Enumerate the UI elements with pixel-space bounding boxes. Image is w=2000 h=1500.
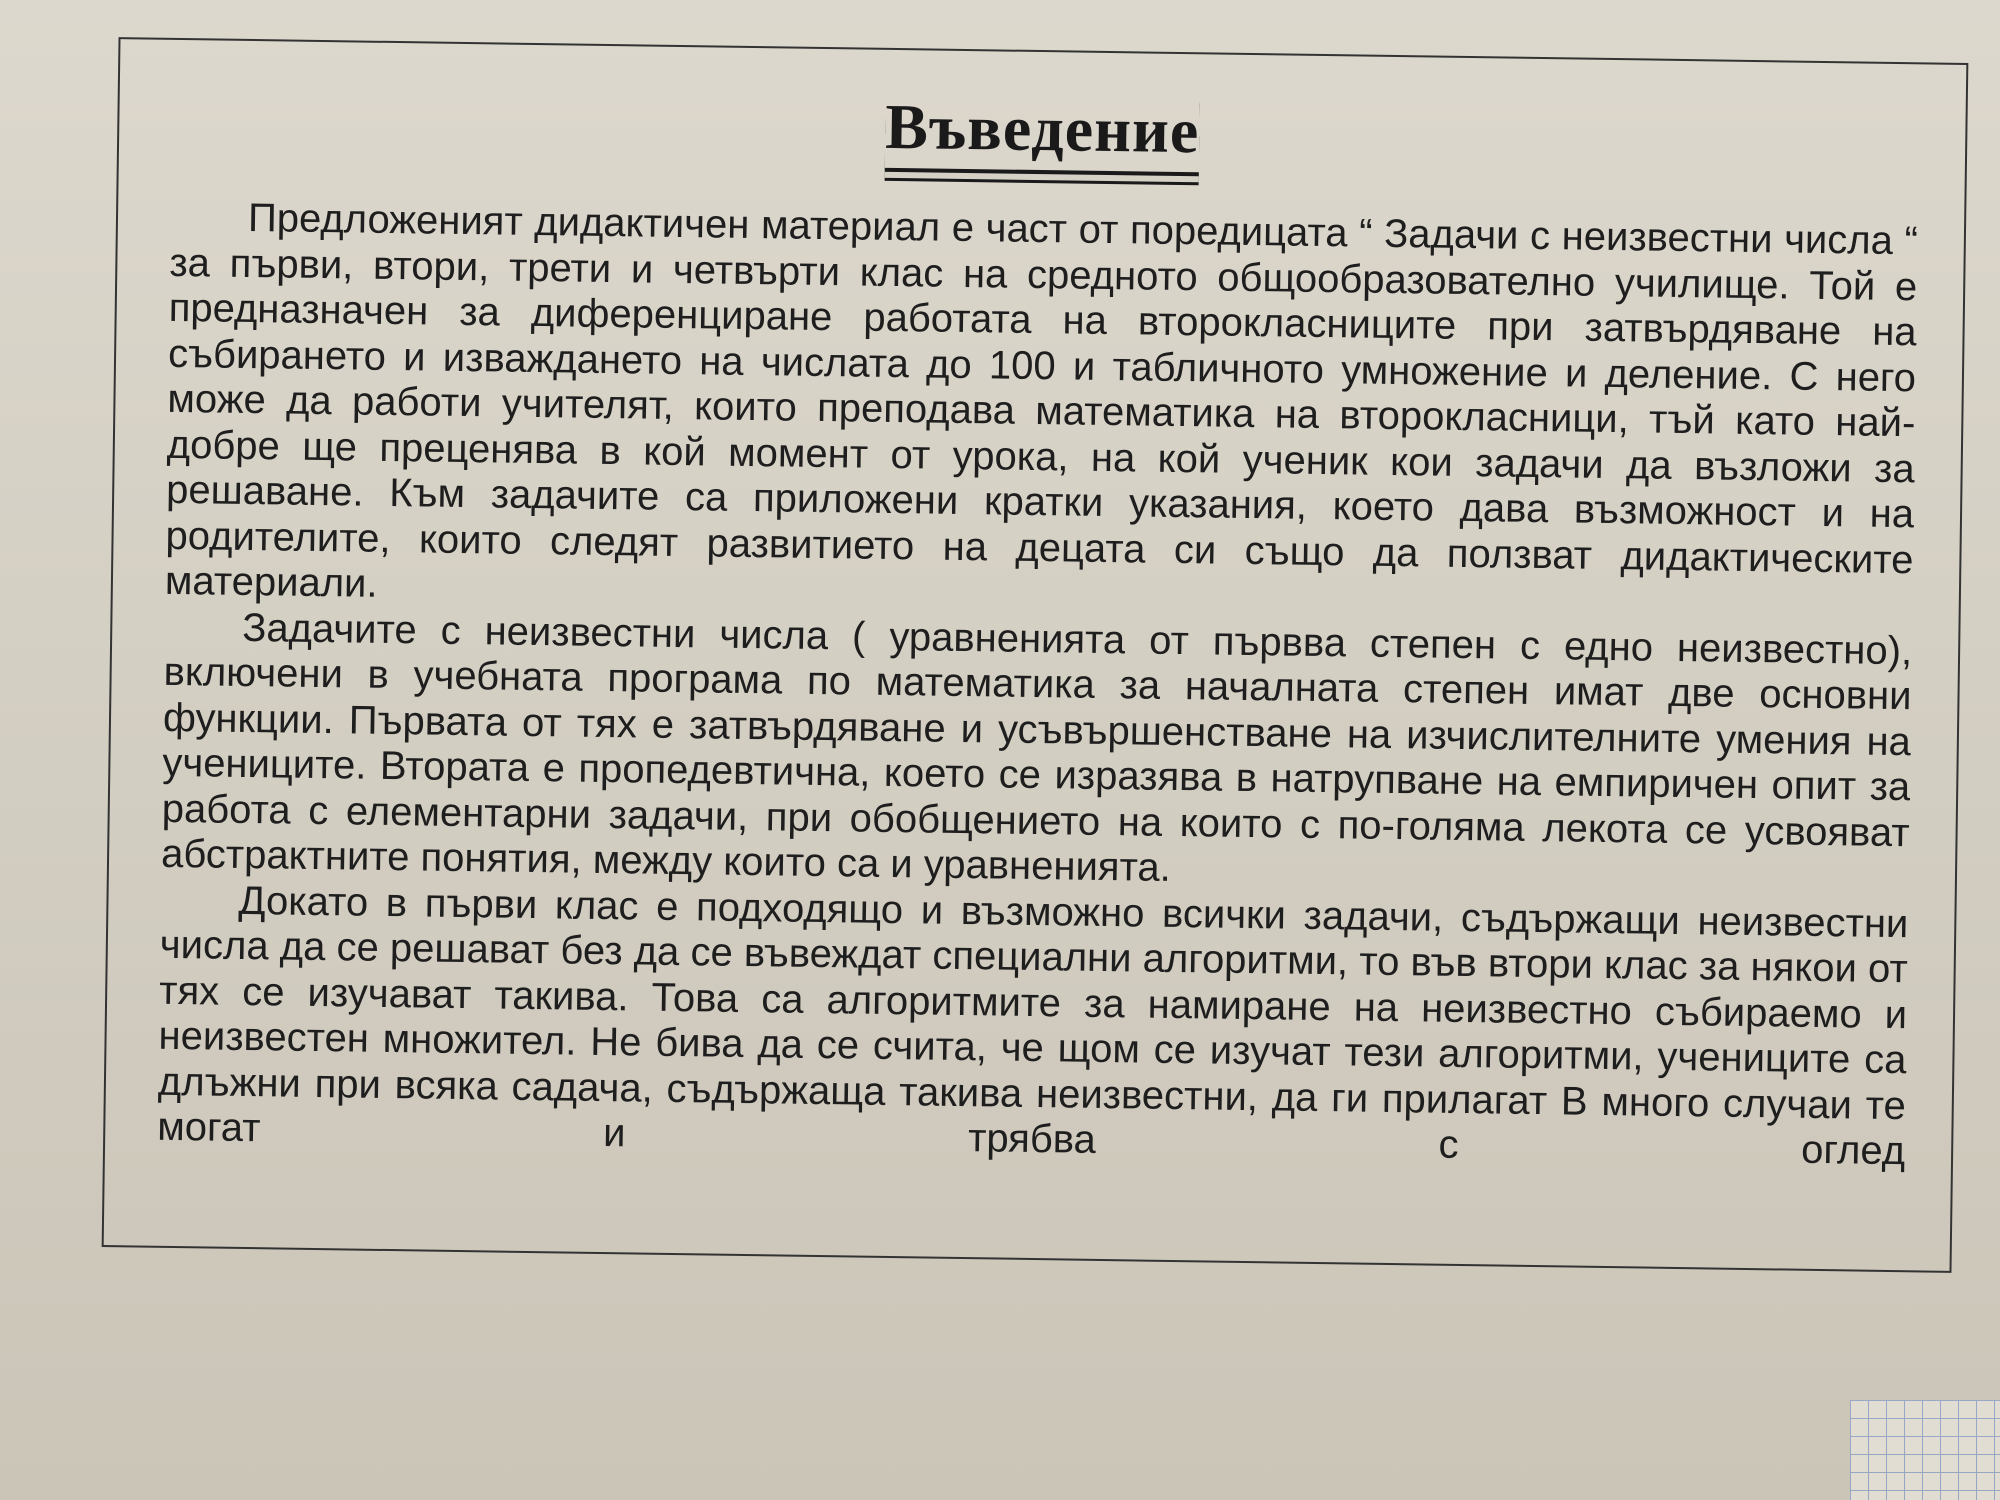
paragraph-2: Задачите с неизвестни числа ( уравненията от първва степен с едно неизвестно), включени в учебната програма по математика за началната степен имат две основни функции. Първата от тях е затвърдяване и усъвършенстване на изчислителните умения на учениците. Втората е пропедевтична, което се изразява в натрупване на емпиричен опит за работа с елементарни задачи, при обобщението на които с по-голяма лекота се усвояват абстрактните понятия, между които са и уравненията. <box>160 605 1913 890</box>
document-body <box>157 195 1918 1175</box>
paragraph-3: Докато в първи клас е подходящо и възможно всички задачи, съдържащи неизвестни числа да се решават без да се въвеждат специални алгоритми, то във втори клас за някои от тях се изучават такива. Това са алгоритмите за намиране на неизвестно събираемо и неизвестен множител. Не бива да се счита, че щом се изучат тези алгоритми, учениците са длъжни при всяка садача, съдържаща такива неизвестни, да ги прилагат В много случаи те могат и трябва с оглед <box>157 878 1909 1174</box>
document-heading <box>119 79 1966 187</box>
paragraph-1: Предложеният дидактичен материал е част от поредицата “ Задачи с неизвестни числа “ за първи, втори, трети и четвърти клас на средното общообразователно училище. Той е предназначен за диференциране работата на второкласниците при затвърдяване на събирането и изваждането на числата до 100 и табличното умножение и деление. С него може да работи учителят, които преподава математика на второкласници, тъй като най-добре ще преценява в кой момент от урока, на кой ученик кои задачи да възложи за решаване. Към задачите са приложени кратки указания, което дава възможност и на родителите, които следят развитието на децата си също да ползват дидактическите материали. <box>164 195 1919 606</box>
document-frame <box>102 37 1969 1273</box>
document-title: Въведение <box>885 90 1200 176</box>
grid-paper-corner <box>1850 1400 2000 1500</box>
